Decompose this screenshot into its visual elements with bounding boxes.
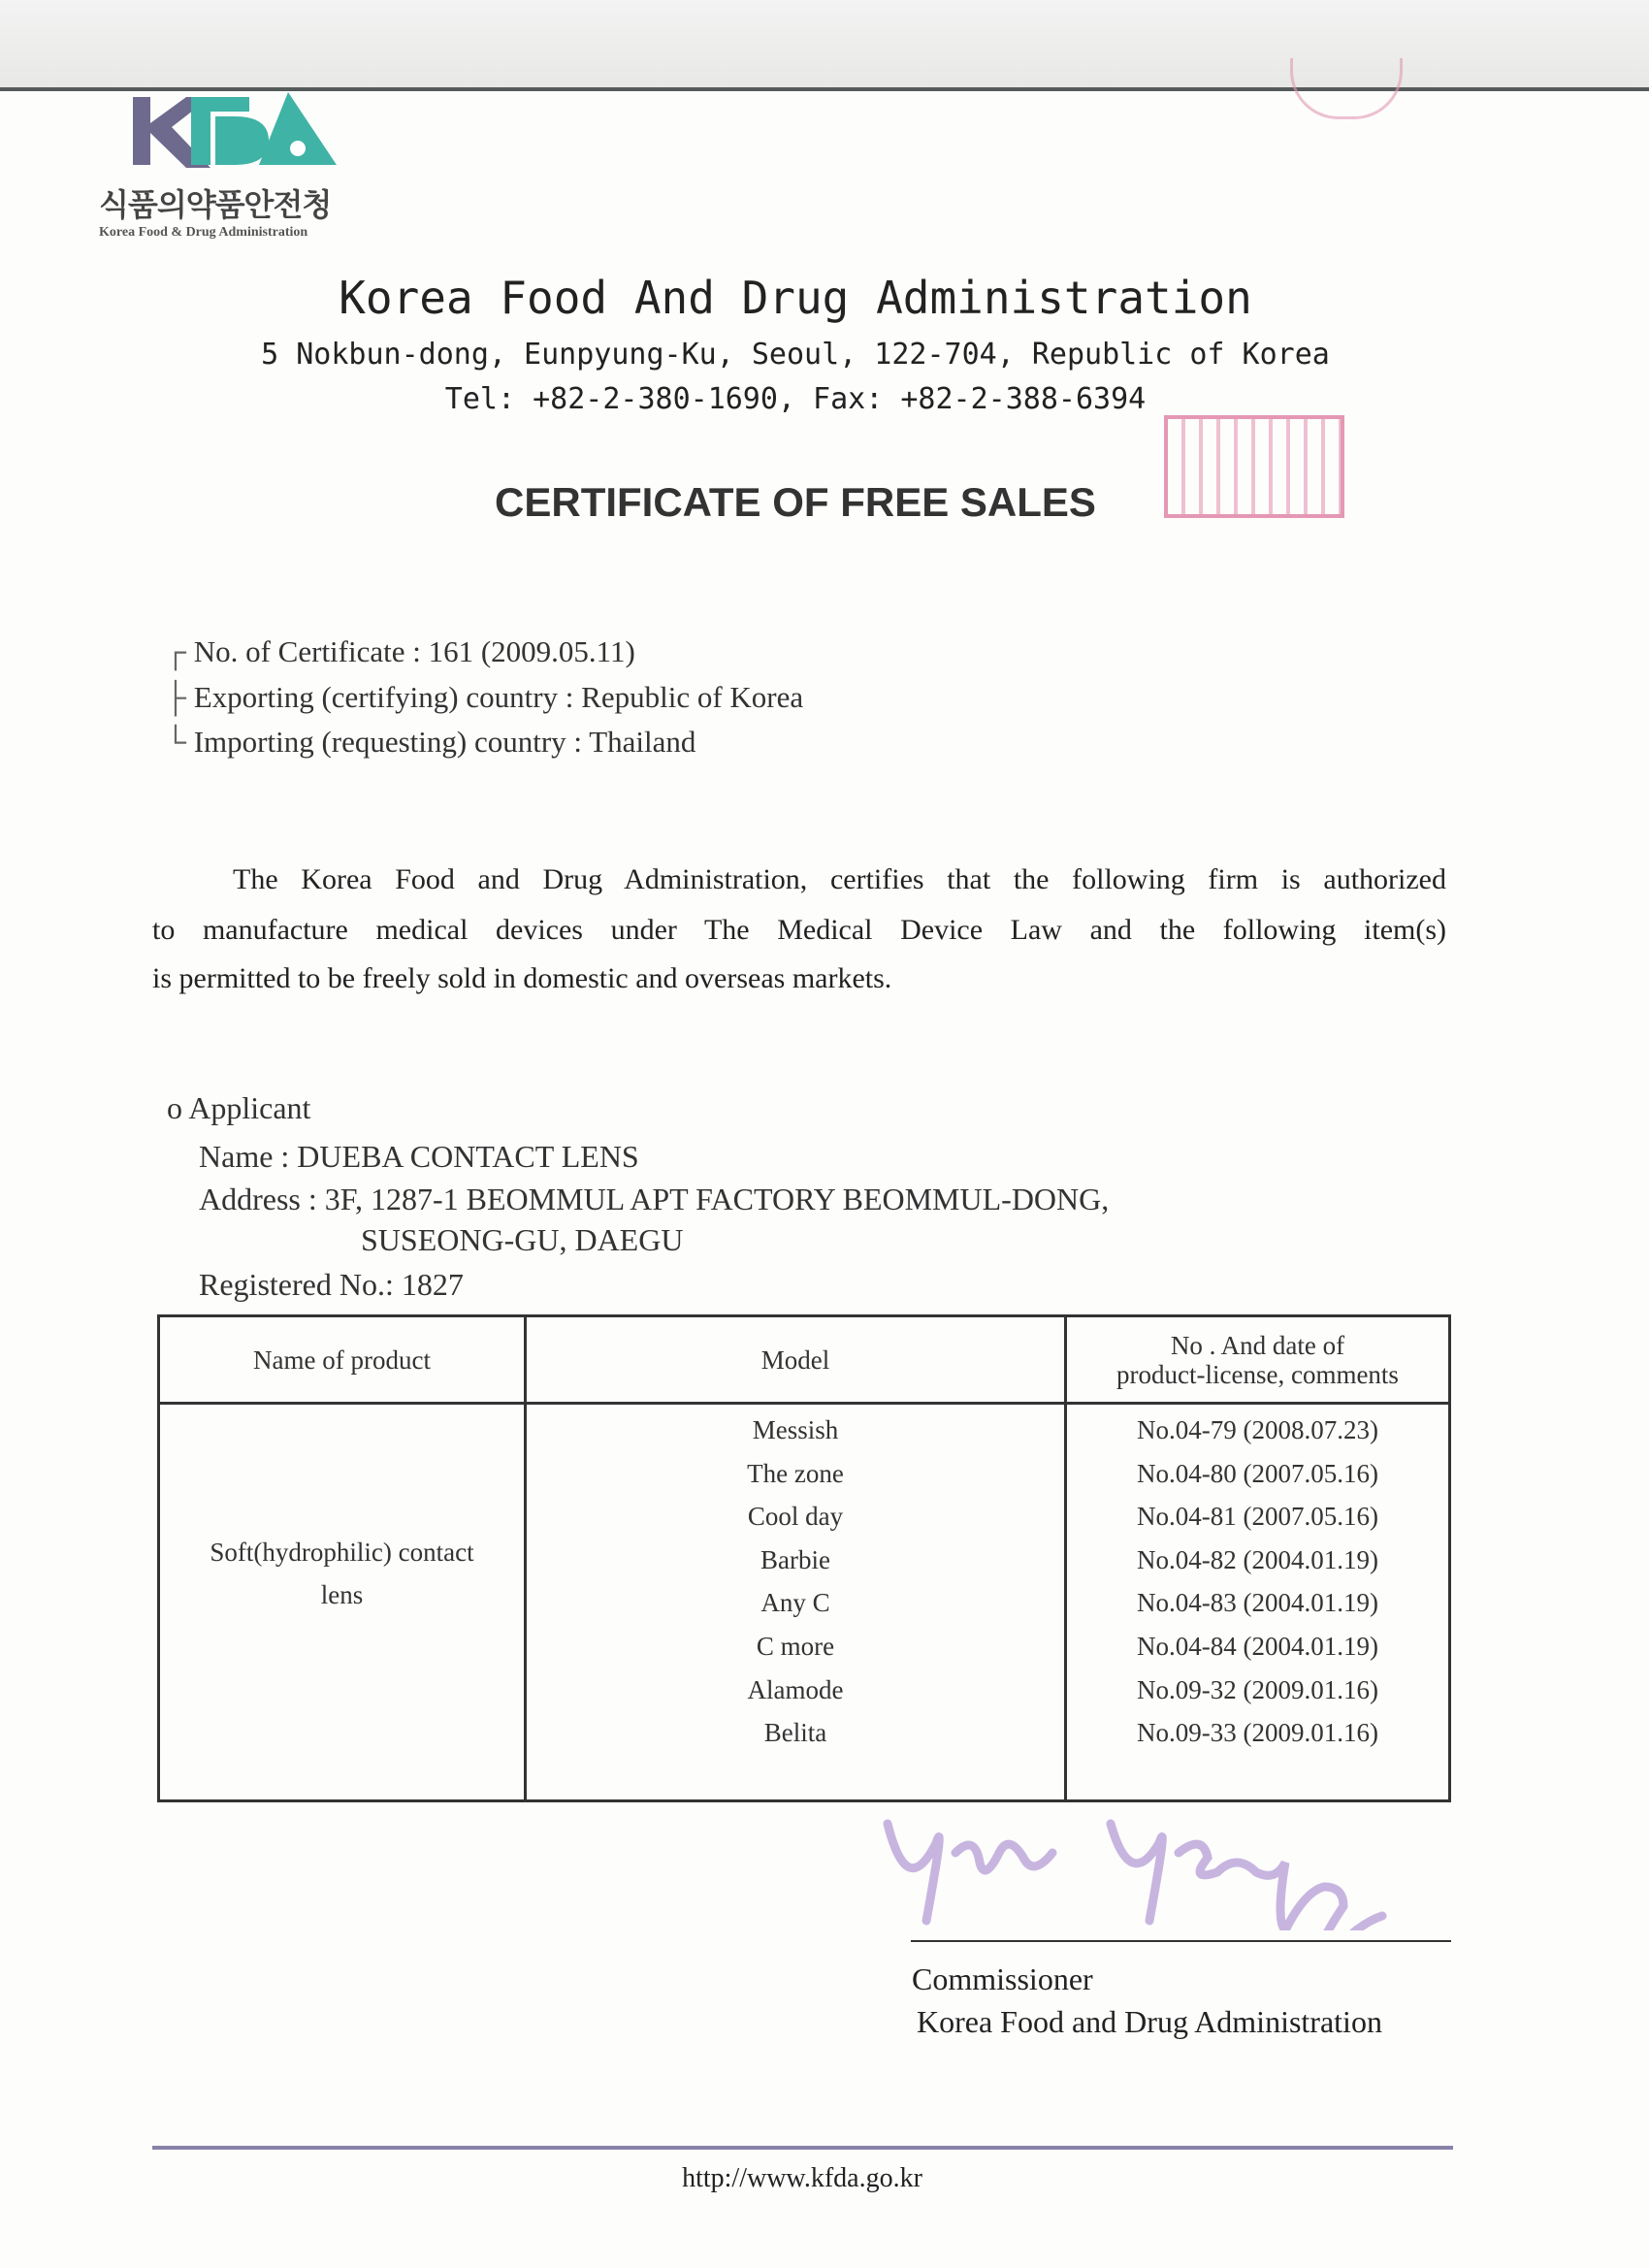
model-item: Barbie xyxy=(760,1544,830,1574)
logo-korean-text: 식품의약품안전청 xyxy=(99,186,332,223)
product-table xyxy=(157,1314,1451,1802)
model-item: Cool day xyxy=(747,1502,844,1532)
footer-divider xyxy=(152,2146,1453,2150)
table-row xyxy=(159,1404,1450,1801)
applicant-heading: o Applicant xyxy=(167,1090,311,1125)
license-item: No.04-84 (2004.01.19) xyxy=(1137,1631,1378,1661)
header-license: No . And date of product-license, comments xyxy=(1066,1316,1450,1404)
registered-number: Registered No.: 1827 xyxy=(199,1267,464,1302)
license-item: No.04-82 (2004.01.19) xyxy=(1137,1544,1378,1574)
model-item: Belita xyxy=(763,1718,827,1748)
org-address: 5 Nokbun-dong, Eunpyung-Ku, Seoul, 122-704, Republic of Korea xyxy=(261,338,1330,372)
top-edge-line xyxy=(0,87,1649,91)
model-item: Messish xyxy=(752,1415,839,1444)
model-item: Alamode xyxy=(747,1674,844,1704)
model-item: Any C xyxy=(760,1588,830,1618)
top-red-stamp xyxy=(1290,58,1403,119)
product-name: Soft(hydrophilic) contact lens xyxy=(159,1404,526,1801)
exporting-country: ├ Exporting (certifying) country : Republic of Korea xyxy=(165,680,804,714)
license-item: No.04-81 (2007.05.16) xyxy=(1137,1502,1378,1532)
table-header-row xyxy=(159,1316,1450,1404)
applicant-address-2: SUSEONG-GU, DAEGU xyxy=(361,1222,684,1257)
license-list xyxy=(1066,1404,1450,1801)
org-tel-fax: Tel: +82-2-380-1690, Fax: +82-2-388-6394 xyxy=(444,382,1147,416)
paragraph-line-3: is permitted to be freely sold in domestic and overseas markets. xyxy=(152,962,892,994)
model-item: C more xyxy=(756,1631,835,1661)
paragraph-line-1: The Korea Food and Drug Administration, certifies that the following firm is authorized xyxy=(233,863,1446,895)
license-item: No.09-32 (2009.01.16) xyxy=(1137,1674,1378,1704)
document-title: CERTIFICATE OF FREE SALES xyxy=(495,479,1096,525)
official-seal-stamp xyxy=(1164,415,1344,518)
kfda-logo-mark xyxy=(133,92,337,170)
license-item: No.04-83 (2004.01.19) xyxy=(1137,1588,1378,1618)
signature-line xyxy=(911,1940,1451,1942)
applicant-address: Address : 3F, 1287-1 BEOMMUL APT FACTORY BEOMMUL-DONG, xyxy=(199,1182,1110,1216)
paragraph-line-2: to manufacture medical devices under The Medical Device Law and the following item(s) xyxy=(152,914,1446,946)
importing-country: └ Importing (requesting) country : Thailand xyxy=(165,725,696,759)
model-list xyxy=(526,1404,1066,1801)
org-title: Korea Food And Drug Administration xyxy=(339,272,1252,324)
license-item: No.04-79 (2008.07.23) xyxy=(1137,1415,1378,1444)
model-item: The zone xyxy=(747,1458,844,1488)
footer-url[interactable]: http://www.kfda.go.kr xyxy=(682,2163,922,2193)
signatory-title: Commissioner xyxy=(912,1961,1093,1996)
applicant-name: Name : DUEBA CONTACT LENS xyxy=(199,1139,639,1174)
signatory-organization: Korea Food and Drug Administration xyxy=(917,2004,1382,2039)
header-model: Model xyxy=(526,1316,1066,1404)
handwritten-signature xyxy=(868,1785,1450,1930)
certificate-number: ┌ No. of Certificate : 161 (2009.05.11) xyxy=(165,634,635,668)
kfda-logo xyxy=(99,92,337,241)
logo-english-text: Korea Food & Drug Administration xyxy=(99,225,308,240)
header-name-of-product: Name of product xyxy=(159,1316,526,1404)
license-item: No.09-33 (2009.01.16) xyxy=(1137,1718,1378,1748)
license-item: No.04-80 (2007.05.16) xyxy=(1137,1458,1378,1488)
